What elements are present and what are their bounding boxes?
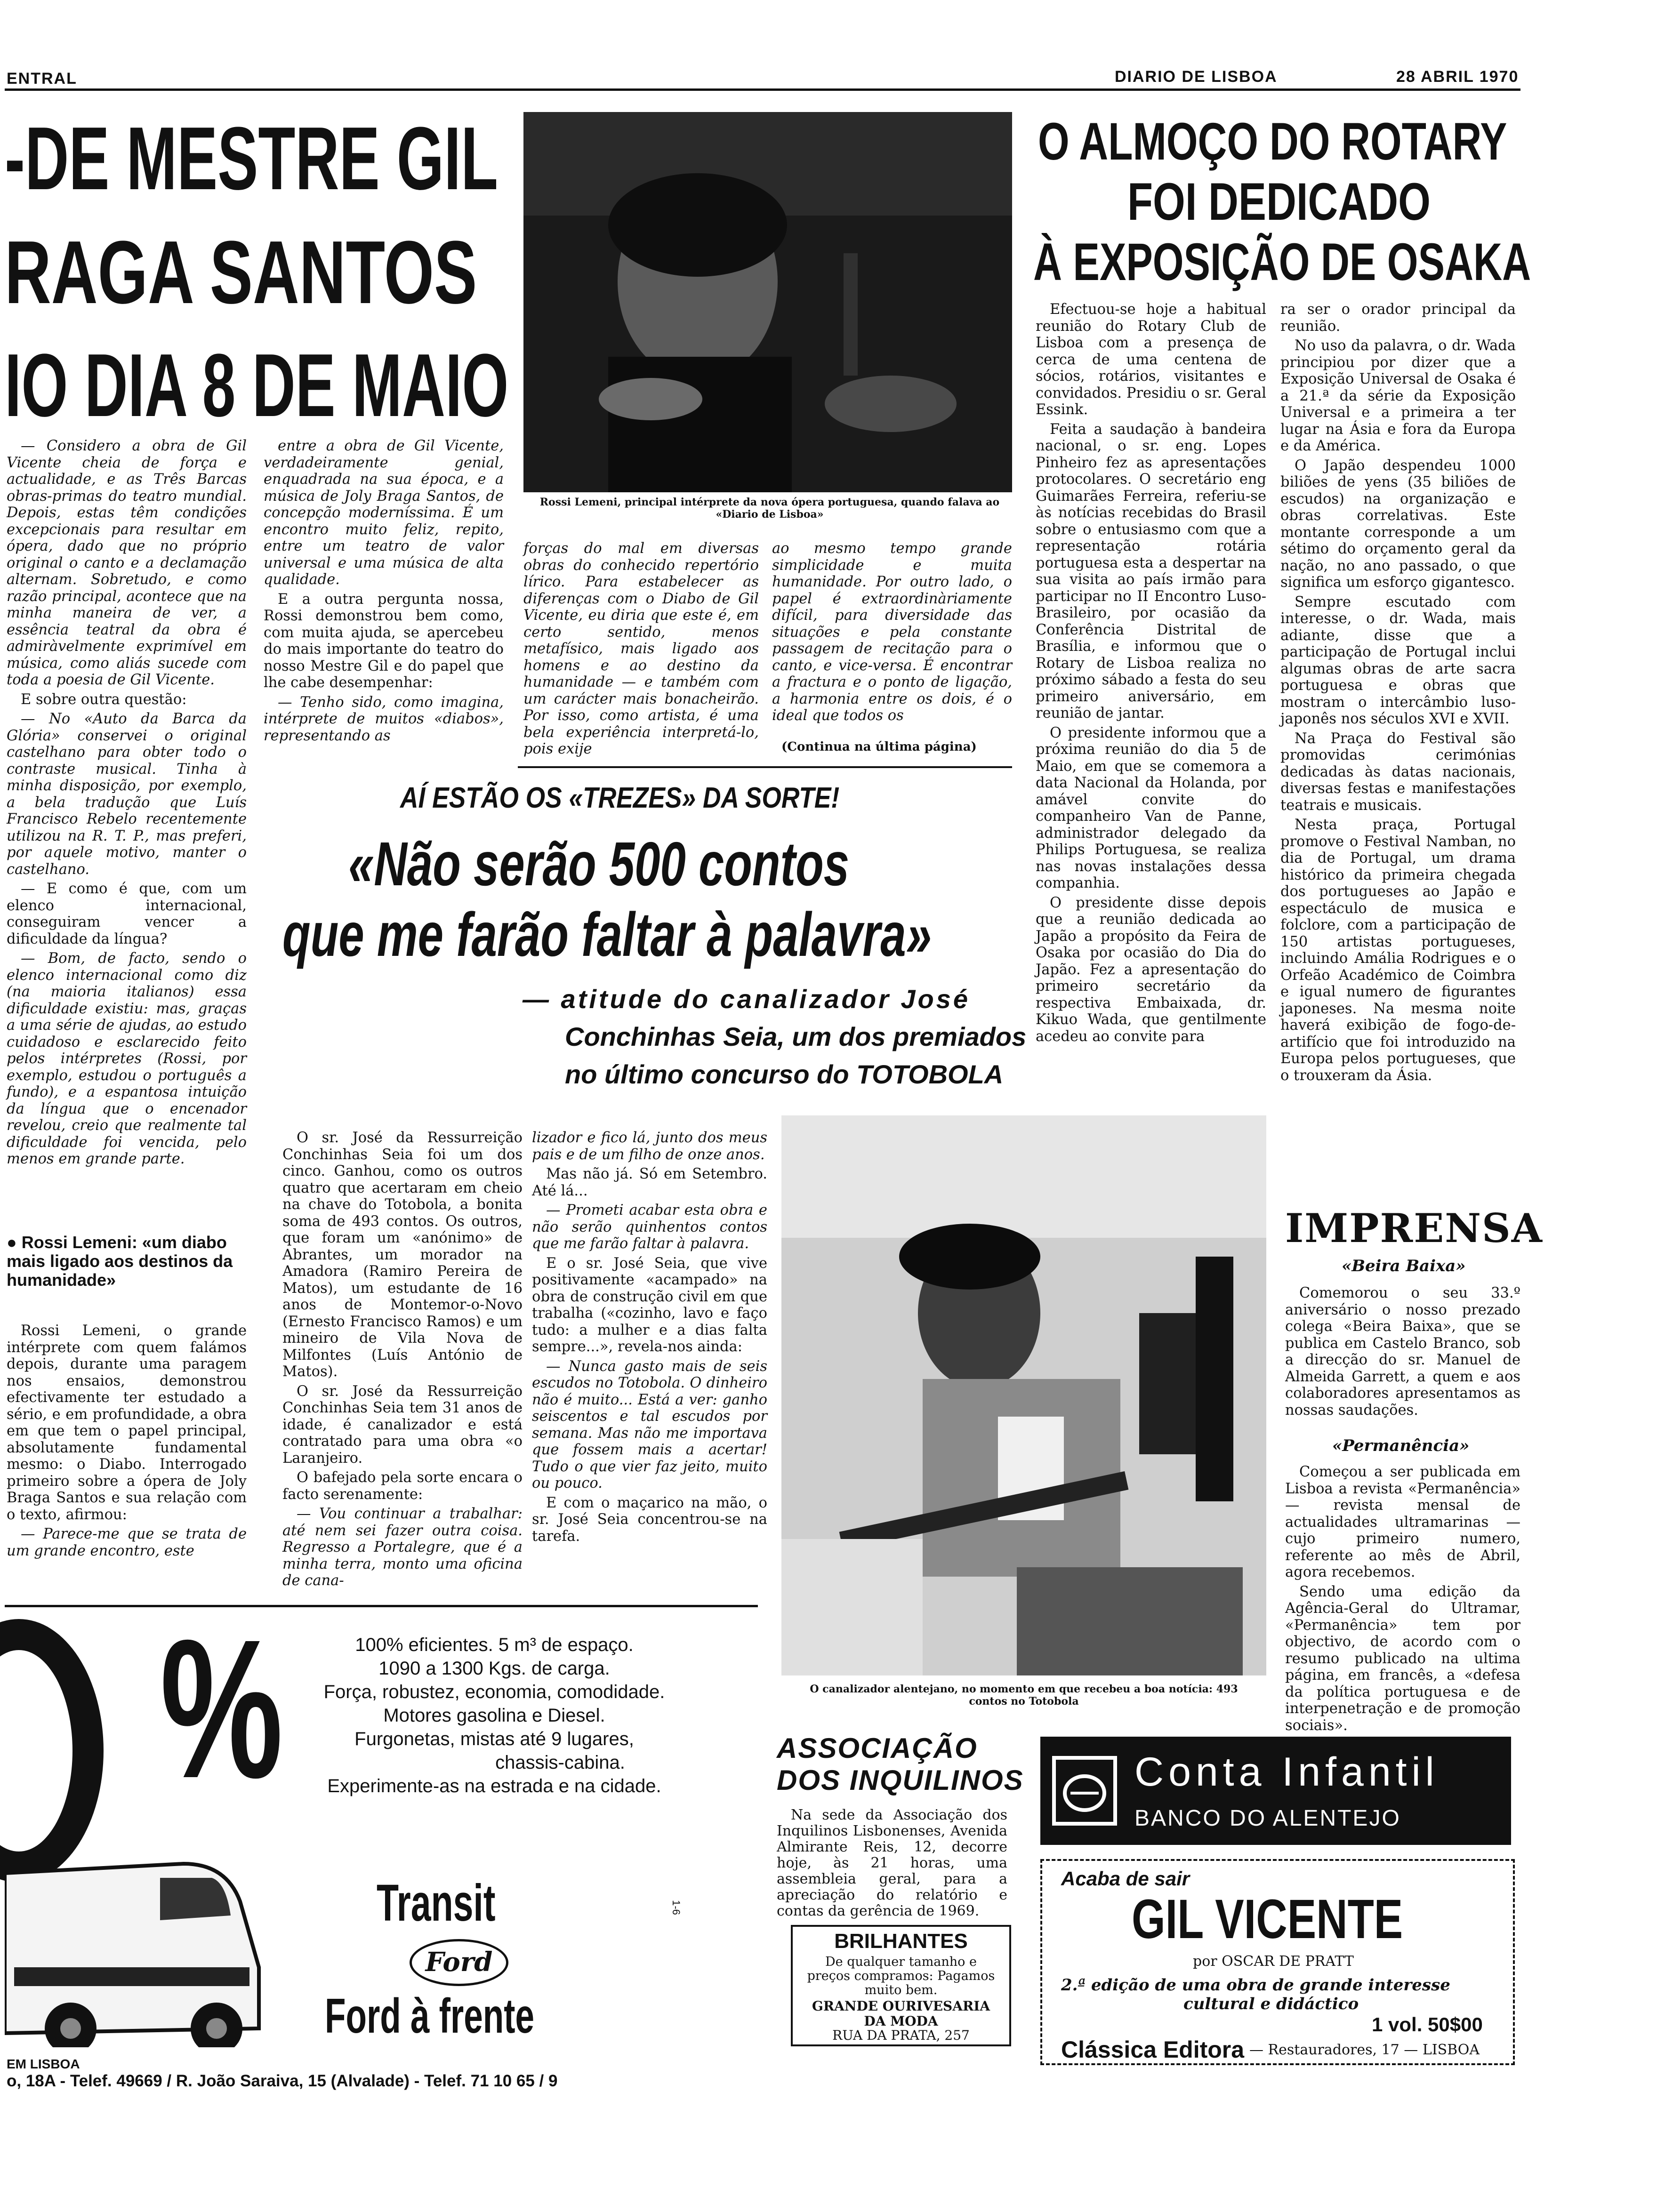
book-title: GIL VICENTE: [1132, 1888, 1403, 1950]
newspaper-name: DIARIO DE LISBOA: [1115, 68, 1278, 86]
imprensa-paragraph: Comemorou o seu 33.º aniversário o nosso prezado colega «Beira Baixa», que se publica em Castelo Branco, sob a direcção do sr. Manuel de Almeida Garrett, a quem e aos colaboradores apresentamos as nossas saudações.: [1285, 1285, 1520, 1419]
ford-copy-line: 1090 a 1300 Kgs. de carga.: [378, 1658, 610, 1679]
continue-link[interactable]: (Continua na última página): [781, 740, 977, 754]
gil-column-1b: [7, 1322, 247, 1562]
canalizador-photo-caption: O canalizador alentejano, no momento em que recebeu a boa notícia: 493 contos no Totobola: [810, 1683, 1238, 1707]
worker-image-icon: [781, 1115, 1266, 1675]
rotary-paragraph: Sempre escutado com interesse, o dr. Wada, mais adiante, disse que a participação de Portugal inclui algumas obras de arte sacra portuguesa e obras que mostram o intercâmbio luso-japonês nos séculos XVI e XVII.: [1280, 593, 1516, 727]
rotary-column-1: [1036, 301, 1266, 1048]
gil-paragraph: — Considero a obra de Gil Vicente cheia de força e actualidade, e as Três Barcas obras-primas do teatro mundial. Depois, estas têm condições excepcionais para resultar em ópera, dado que no próprio original o canto e a declamação alternam. Sobretudo, e como razão principal, acontece que na minha maneira de ver, a essência teatral da obra é admiràvelmente exprimível em música, como aliás sucede com toda a poesia de Gil Vicente.: [7, 438, 247, 688]
totobola-column-1: [282, 1130, 523, 1592]
conta-infantil-bank: BANCO DO ALENTEJO: [1134, 1806, 1401, 1831]
totobola-paragraph: Mas não já. Só em Setembro. Até lá...: [532, 1166, 767, 1199]
book-kicker: Acaba de sair: [1061, 1867, 1190, 1890]
rotary-paragraph: O presidente informou que a próxima reunião do dia 5 de Maio, em que se comemora a data Nacional da Holanda, por amável convite do companheiro Van de Panne, administrador delegado da Philips Portuguesa, se realiza nas novas instalações dessa companhia.: [1036, 724, 1266, 891]
gil-column-2: [264, 438, 504, 747]
book-publisher: Clássica Editora: [1061, 2036, 1245, 2063]
brilhantes-title: BRILHANTES: [834, 1930, 968, 1953]
imprensa-paragraph: Sendo uma edição da Agência-Geral do Ultramar, «Permanência» tem por objectivo, de acordo com o resumo publicado na ultima página, em francês, a «defesa da política portuguesa e de interpenetração e de promoção sociais».: [1285, 1583, 1520, 1734]
brilhantes-text: De qualquer tamanho e preços compramos: Pagamos muito bem.: [807, 1955, 995, 1997]
gil-column-1: [7, 438, 247, 1170]
ford-big-zero: [0, 1619, 104, 1883]
ford-van-icon: [5, 1845, 268, 2047]
inquilinos-title-1: ASSOCIAÇÃO: [777, 1732, 978, 1764]
ford-copy-line: Furgonetas, mistas até 9 lugares,: [354, 1729, 634, 1749]
ford-logo: Ford: [410, 1939, 508, 1986]
rossi-subhead: ● Rossi Lemeni: «um diabo mais ligado aos destinos da humanidade»: [7, 1233, 233, 1290]
ford-copy-line: 100% eficientes. 5 m³ de espaço.: [355, 1635, 634, 1655]
totobola-deck-line-2: Conchinhas Seia, um dos premiados: [565, 1022, 1027, 1051]
ford-dealer: EM LISBOA: [7, 2057, 80, 2071]
gil-paragraph: E sobre outra questão:: [21, 691, 187, 708]
brilhantes-address: RUA DA PRATA, 257: [832, 2028, 970, 2043]
piggy-bank-icon: [1052, 1755, 1118, 1826]
ford-percent-sign: %: [160, 1599, 283, 1819]
gil-paragraph: entre a obra de Gil Vicente, verdadeiramente genial, enquadrada na sua época, e a música de Joly Braga Santos, de concepção moderníssima. É um encontro muito feliz, repito, entre um teatro de valor universal e uma música de alta qualidade.: [264, 438, 504, 588]
imprensa-sub-permanencia: «Permanência»: [1332, 1436, 1470, 1455]
gil-paragraph: forças do mal em diversas obras do conhecido repertório lírico. Para estabelecer as diferenças com o Diabo de Gil Vicente, eu diria que este é, em certo sentido, menos metafísico, mais ligado aos homens e ao destino da humanidade — e também com um carácter mais bonacheirão. Por isso, como artista, é uma bela experiência interpretá-lo, pois exije: [523, 540, 759, 757]
ford-copy-line: Força, robustez, economia, comodidade.: [323, 1682, 665, 1702]
issue-date: 28 ABRIL 1970: [1396, 68, 1519, 86]
ford-ad-top-rule: [5, 1605, 758, 1607]
conta-infantil-ad: [1040, 1737, 1511, 1845]
ford-copy: [315, 1633, 673, 1798]
book-address: — Restauradores, 17 — LISBOA: [1249, 2042, 1480, 2058]
rotary-title-line-2: FOI DEDICADO: [1127, 172, 1431, 231]
inquilinos-text: [777, 1807, 1007, 1922]
ford-slogan: Ford à frente: [325, 1989, 534, 2044]
gil-bottom-rule: [518, 766, 1012, 768]
totobola-paragraph: lizador e fico lá, junto dos meus pais e de um filho de onze anos.: [532, 1130, 767, 1163]
book-ad: [1040, 1859, 1515, 2065]
ford-copy-line: Experimente-as na estrada e na cidade.: [327, 1776, 661, 1796]
ford-model-name: Transit: [377, 1874, 496, 1932]
rotary-title-line-1: O ALMOÇO DO ROTARY: [1038, 112, 1507, 171]
rotary-title-line-3: À EXPOSIÇÃO DE OSAKA: [1033, 232, 1531, 291]
gil-paragraph: — No «Auto da Barca da Glória» conservei o original castelhano para obter todo o contraste musical. Tinha à minha disposição, por exemplo, a bela tradução que Luís Francisco Rebelo recentemente utilizou na R. T. P., mas preferi, por aquele motivo, manter o castelhano.: [7, 711, 247, 878]
rossi-lemeni-photo: [523, 112, 1012, 492]
ford-code: 1-6: [670, 1900, 682, 1915]
gil-paragraph: ao mesmo tempo grande simplicidade e muita humanidade. Por outro lado, o papel é extraordinàriamente difícil, para diversidade das situações e pela constante passagem de recitação para o canto, e vice-versa. É encontrar a fractura e o ponto de ligação, a harmonia entre os dois, é o ideal que todos os: [772, 540, 1012, 724]
imprensa-p2: [1285, 1464, 1520, 1737]
rotary-paragraph: O Japão despendeu 1000 biliões de yens (35 biliões de escudos) na organização e obras correlativas. Este montante corresponde a um sétimo do orçamento geral da nação, no ano passado, o que significa um esforço gigantesco.: [1280, 457, 1516, 591]
gil-column-3: [523, 540, 759, 761]
header-rule: [5, 88, 1520, 91]
ford-copy-line: Motores gasolina e Diesel.: [383, 1705, 605, 1726]
book-edition-1: 2.ª edição de uma obra de grande interesse: [1061, 1976, 1450, 1995]
imprensa-sub-beira: «Beira Baixa»: [1342, 1257, 1466, 1275]
rotary-column-2: [1280, 301, 1516, 1087]
totobola-deck-line-3: no último concurso do TOTOBOLA: [565, 1059, 1004, 1089]
ford-copy-line: chassis-cabina.: [495, 1752, 625, 1773]
gil-paragraph: — Parece-me que se trata de um grande encontro, este: [7, 1526, 247, 1559]
totobola-headline-line-1: «Não serão 500 contos: [348, 829, 850, 898]
totobola-paragraph: E o sr. José Seia, que vive positivamente «acampado» na obra de construção civil em que trabalha («cozinho, lavo e faço tudo: a mulher e a dias falta sempre...», revela-nos ainda:: [532, 1255, 767, 1355]
gil-title-line-1: -DE MESTRE GIL: [5, 109, 498, 208]
portrait-image-icon: [523, 112, 1012, 492]
rotary-paragraph: Na Praça do Festival são promovidas cerimónias dedicadas às datas nacionais, diversas festas e manifestações teatrais e musicais.: [1280, 730, 1516, 814]
imprensa-title: IMPRENSA: [1285, 1205, 1543, 1251]
book-edition-2: cultural e didáctico: [1183, 1995, 1359, 2013]
rotary-paragraph: Feita a saudação à bandeira nacional, o sr. eng. Lopes Pinheiro fez as apresentações protocolares. O secretário eng Guimarães Ferreira, referiu-se às notícias recebidas do Brasil sobre o entusiasmo com que a representação rotária portuguesa esta a despertar na sua visita ao país irmão para participar no II Encontro Luso-Brasileiro, por ocasião da Conferência Distrital de Brasília, e informou que o Rotary de Lisboa realiza no próximo sábado a festa do seu primeiro aniversário, em reunião de jantar.: [1036, 421, 1266, 721]
book-author: por OSCAR DE PRATT: [1193, 1953, 1354, 1970]
inquilinos-paragraph: Na sede da Associação dos Inquilinos Lisbonenses, Avenida Almirante Reis, 12, decorre hoje, às 21 horas, uma assembleia geral, para a apreciação do relatório e contas da gerência de 1969.: [777, 1807, 1007, 1919]
totobola-paragraph: — Nunca gasto mais de seis escudos no Totobola. O dinheiro não é muito... Está a ver: ganho seiscentos e tal escudos por semana. Mas não me importava que fossem mais a acertar! Tudo o que vier faz jeito, muito ou pouco.: [532, 1358, 767, 1491]
totobola-paragraph: O bafejado pela sorte encara o facto serenamente:: [282, 1469, 523, 1503]
totobola-paragraph: E com o maçarico na mão, o sr. José Seia concentrou-se na tarefa.: [532, 1494, 767, 1545]
gil-paragraph: Rossi Lemeni, o grande intérprete com quem falámos depois, durante uma paragem nos ensaios, demonstrou efectivamente ter estudado a sério, e em profundidade, a obra em que tem o papel principal, absolutamente fundamental mesmo: o Diabo. Interrogado primeiro sobre a ópera de Joly Braga Santos e sua relação com o texto, afirmou:: [7, 1322, 247, 1523]
gil-paragraph: — Bom, de facto, sendo o elenco internacional como diz (na maioria italianos) essa dificuldade existiu: mas, graças a uma série de ajudas, ao estudo cuidadoso e esclarecido feito pelos intérpretes (Rossi, por exemplo, estudou o português a fundo), e a espantosa intuição da língua que o encenador revelou, creio que realmente tal dificuldade foi vencida, pelo menos em grande parte.: [7, 950, 247, 1167]
gil-column-4: [772, 540, 1012, 727]
rotary-paragraph: No uso da palavra, o dr. Wada principiou por dizer que a Exposição Universal de Osaka é a 21.ª da série da Exposição Universal e a primeira a ter lugar na Ásia e fora da Europa e da América.: [1280, 337, 1516, 454]
totobola-column-2: [532, 1130, 767, 1547]
totobola-paragraph: — Vou continuar a trabalhar: até nem sei fazer outra coisa. Regresso a Portalegre, que é a minha terra, monto uma oficina de cana-: [282, 1506, 523, 1589]
brilhantes-shop-1: GRANDE OURIVESARIA: [812, 1998, 990, 2014]
section-label: ENTRAL: [7, 70, 77, 88]
imprensa-paragraph: Começou a ser publicada em Lisboa a revista «Permanência» — revista mensal de actualidades ultramarinas — cujo primeiro numero, referente ao mês de Abril, agora recebemos.: [1285, 1464, 1520, 1580]
totobola-headline-line-2: que me farão faltar à palavra»: [282, 900, 932, 969]
gil-title-line-2: RAGA SANTOS: [5, 223, 477, 322]
book-price: 1 vol. 50$00: [1372, 2013, 1483, 2036]
rotary-paragraph: Efectuou-se hoje a habitual reunião do Rotary Club de Lisboa com a presença de cerca de uma centena de sócios, rotários, visitantes e convidados. Presidiu o sr. Geral Essink.: [1036, 301, 1266, 418]
rotary-paragraph: ra ser o orador principal da reunião.: [1280, 301, 1516, 335]
gil-title-line-3: IO DIA 8 DE MAIO: [5, 336, 509, 435]
totobola-paragraph: — Prometi acabar esta obra e não serão quinhentos contos que me farão faltar à palavra.: [532, 1202, 767, 1252]
ford-ad: [5, 1599, 758, 2080]
inquilinos-title-2: DOS INQUILINOS: [777, 1764, 1024, 1796]
gil-paragraph: — E como é que, com um elenco internacional, conseguiram vencer a dificuldade da língua?: [7, 881, 247, 947]
conta-infantil-title: Conta Infantil: [1134, 1749, 1439, 1795]
gil-paragraph: E a outra pergunta nossa, Rossi demonstrou bem como, com muita ajuda, se apercebeu do mais importante do teatro do nosso Mestre Gil e do papel que lhe cabe desempenhar:: [264, 591, 504, 691]
totobola-paragraph: O sr. José da Ressurreição Conchinhas Seia tem 31 anos de idade, é canalizador e está contratado para uma obra «o Laranjeiro.: [282, 1383, 523, 1467]
canalizador-photo: [781, 1115, 1266, 1675]
brilhantes-box: [791, 1925, 1011, 2046]
rotary-paragraph: Nesta praça, Portugal promove o Festival Namban, no dia de Portugal, um drama histórico da primeira chegada dos portugueses ao Japão e espectáculo de musica e folclore, com a participação de 150 artistas portugueses, incluindo Amália Rodrigues e o Orfeão Académico de Coimbra e igual numero de figurantes japoneses. Na mesma noite haverá exibição de fogo-de-artifício que foi introduzido na Europa pelos portugueses, que o trouxeram da Ásia.: [1280, 817, 1516, 1084]
totobola-paragraph: O sr. José da Ressurreição Conchinhas Seia foi um dos cinco. Ganhou, como os outros quatro que acertaram em cheio na chave do Totobola, a bonita soma de 493 contos. Os outros, que foram um «anónimo» de Abrantes, um morador na Amadora (Ramiro Pereira de Matos), um estudante de 16 anos de Montemor-o-Novo (Ernesto Francisco Ramos) e um mineiro de Vila Nova de Milfontes (Luís António de Matos).: [282, 1130, 523, 1380]
totobola-deck-line-1: — atitude do canalizador José: [523, 984, 970, 1014]
rossi-photo-caption: Rossi Lemeni, principal intérprete da nova ópera portuguesa, quando falava ao «Diario de Lisboa»: [539, 496, 1000, 521]
gil-paragraph: — Tenho sido, como imagina, intérprete de muitos «diabos», representando as: [264, 694, 504, 744]
ford-address: o, 18A - Telef. 49669 / R. João Saraiva, 15 (Alvalade) - Telef. 71 10 65 / 9: [7, 2072, 558, 2090]
imprensa-p1: [1285, 1285, 1520, 1421]
rotary-paragraph: O presidente disse depois que a reunião dedicada ao Japão a propósito da Feira de Osaka por ocasião do Dia do Japão. Fez a apresentação do primeiro secretário da respectiva Embaixada, dr. Kikuo Wada, que gentilmente acedeu ao convite para: [1036, 894, 1266, 1045]
brilhantes-shop-2: DA MODA: [864, 2013, 938, 2029]
totobola-kicker: AÍ ESTÃO OS «TREZES» DA SORTE!: [400, 782, 840, 814]
